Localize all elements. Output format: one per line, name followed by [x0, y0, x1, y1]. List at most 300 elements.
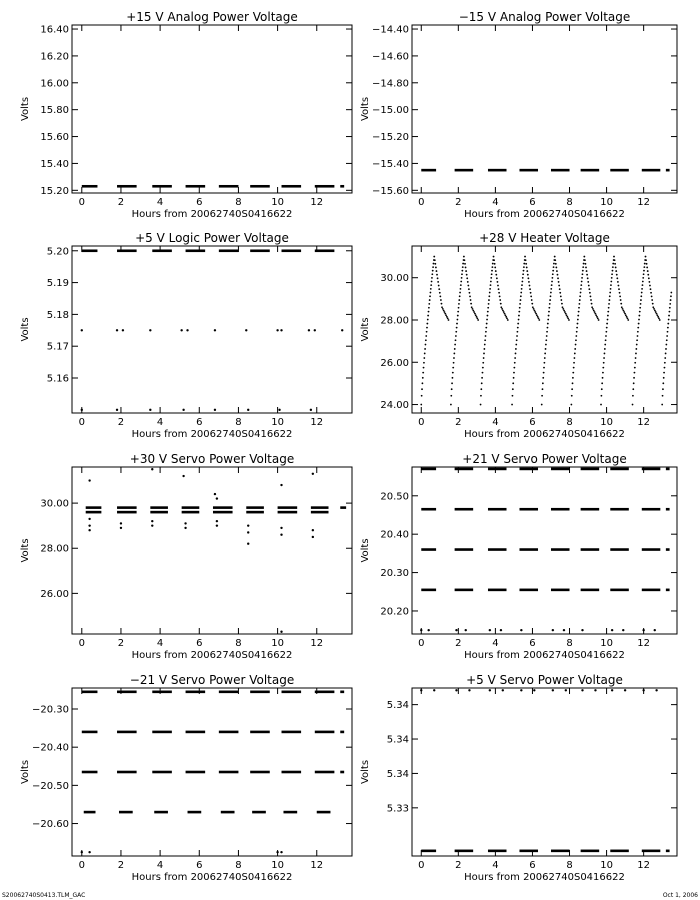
chart-7-data-run [219, 731, 239, 734]
chart-4-data-point [513, 377, 515, 379]
chart-4-data-point [583, 256, 585, 258]
chart-4-data-point [573, 367, 575, 369]
chart-7-data-run [186, 731, 206, 734]
chart-4-data-point [646, 263, 648, 265]
chart-5-data-point [312, 536, 314, 538]
chart-6-data-run [642, 468, 661, 471]
chart-3-data-point [116, 409, 118, 411]
chart-4-data-point [626, 316, 628, 318]
chart-4-data-point [474, 313, 476, 315]
chart-7-y-axis-label: Volts [20, 759, 31, 785]
chart-4-data-point [530, 296, 532, 298]
chart-1-data-run [152, 185, 172, 188]
chart-4-data-point [652, 303, 654, 305]
chart-2-y-tick-label: −15.40 [371, 158, 409, 170]
chart-4-data-point [641, 288, 643, 290]
chart-4-y-tick-label: 26.00 [380, 357, 409, 369]
chart-8-x-tick-label: 8 [566, 860, 573, 871]
chart-4-data-point [605, 335, 607, 337]
chart-4-data-point [448, 319, 450, 321]
chart-4-data-point [627, 319, 629, 321]
chart-4-data-point [583, 263, 585, 265]
chart-3-data-point [245, 329, 247, 331]
chart-4-data-point [456, 327, 458, 329]
chart-8-title: +5 V Servo Power Voltage [466, 673, 623, 687]
chart-7-y-tick-label: −20.50 [31, 780, 69, 792]
chart-4-data-point [601, 382, 603, 384]
chart-4-data-point [462, 263, 464, 265]
chart-4-data-point [452, 377, 454, 379]
chart-1-x-tick-label: 8 [235, 197, 242, 208]
chart-1-data-run [186, 185, 206, 188]
chart-4-data-point [645, 256, 647, 258]
chart-4-data-point [521, 281, 523, 283]
chart-8-data-run [581, 850, 600, 853]
chart-4-data-point [428, 303, 430, 305]
chart-4-data-point [650, 292, 652, 294]
chart-4-data-point [450, 395, 452, 397]
chart-6-data-run [666, 548, 670, 551]
chart-4-data-point [593, 310, 595, 312]
chart-4-data-point [476, 318, 478, 320]
chart-4-data-point [504, 313, 506, 315]
chart-4-data-point [666, 335, 668, 337]
chart-4-data-point [611, 277, 613, 279]
chart-4-data-point [441, 306, 443, 308]
chart-4-data-point [655, 311, 657, 313]
chart-4-data-point [442, 308, 444, 310]
chart-4-data-point [434, 263, 436, 265]
chart-3-x-tick-label: 8 [235, 417, 242, 428]
chart-4-data-point [608, 303, 610, 305]
chart-2-x-axis-label: Hours from 20062740S0416622 [464, 209, 625, 220]
chart-7-data-point [280, 851, 282, 853]
chart-4-data-point [487, 315, 489, 317]
chart-4-data-point [605, 331, 607, 333]
chart-4-data-point [667, 323, 669, 325]
chart-4-data-point [616, 274, 618, 276]
chart-4-data-point [563, 310, 565, 312]
chart-4-data-point [456, 323, 458, 325]
chart-6-data-point [622, 629, 624, 631]
chart-4-data-point [548, 315, 550, 317]
chart-8-data-point [502, 689, 504, 691]
chart-6-data-run [666, 468, 670, 471]
chart-4-data-point [632, 404, 634, 406]
chart-7-data-point [276, 851, 278, 853]
chart-3-x-tick-label: 10 [271, 417, 284, 428]
chart-7-data-run [282, 691, 302, 694]
chart-4-data-point [552, 277, 554, 279]
chart-4-data-point [499, 299, 501, 301]
chart-4-data-point [607, 311, 609, 313]
chart-4-data-point [487, 311, 489, 313]
chart-5-title: +30 V Servo Power Voltage [129, 452, 295, 466]
chart-4-data-point [578, 307, 580, 309]
chart-5-data-run [311, 511, 329, 514]
footer-filename: S20062740S0413.TLM_GAC [2, 892, 86, 899]
chart-4-data-point [445, 314, 447, 316]
chart-5-data-point [184, 527, 186, 529]
chart-4-data-point [551, 284, 553, 286]
chart-4-data-point [453, 353, 455, 355]
chart-6-x-tick-label: 8 [566, 638, 573, 649]
chart-4-data-point [574, 353, 576, 355]
chart-4-data-point [578, 303, 580, 305]
chart-panel-8 [360, 673, 677, 883]
chart-6-data-point [552, 629, 554, 631]
chart-4-data-point [594, 311, 596, 313]
chart-4-data-point [610, 288, 612, 290]
chart-6-data-run [666, 589, 670, 592]
chart-7-data-run [82, 691, 98, 694]
chart-8-data-run [666, 850, 670, 853]
chart-4-data-point [587, 277, 589, 279]
chart-4-data-point [638, 319, 640, 321]
chart-6-data-run [642, 548, 661, 551]
chart-1-x-tick-label: 2 [117, 197, 125, 208]
chart-1-x-tick-label: 12 [310, 197, 324, 208]
chart-4-data-point [497, 281, 499, 283]
chart-4-data-point [642, 284, 644, 286]
chart-3-x-axis-label: Hours from 20062740S0416622 [131, 429, 293, 440]
chart-4-data-point [516, 335, 518, 337]
chart-4-data-point [581, 281, 583, 283]
chart-4-data-point [639, 307, 641, 309]
chart-4-data-point [447, 318, 449, 320]
chart-7-data-run [117, 691, 137, 694]
chart-panel-3 [20, 231, 352, 440]
chart-4-data-point [421, 395, 423, 397]
chart-4-data-point [550, 295, 552, 297]
chart-5-data-run [246, 511, 264, 514]
chart-4-data-point [517, 327, 519, 329]
chart-7-data-run [188, 811, 202, 814]
chart-8-y-tick-label: 5.33 [386, 803, 409, 815]
chart-3-data-point [149, 409, 151, 411]
chart-4-data-point [635, 357, 637, 359]
chart-4-data-point [455, 339, 457, 341]
chart-4-data-point [476, 316, 478, 318]
chart-4-data-point [481, 377, 483, 379]
chart-5-y-tick-label: 30.00 [40, 498, 69, 510]
chart-4-data-point [561, 303, 563, 305]
chart-6-data-run [421, 468, 436, 471]
chart-4-data-point [529, 285, 531, 287]
chart-4-data-point [661, 404, 663, 406]
chart-5-y-axis-label: Volts [20, 538, 31, 563]
chart-5-x-tick-label: 4 [156, 638, 164, 649]
chart-4-data-point [422, 382, 424, 384]
chart-4-data-point [498, 292, 500, 294]
chart-4-data-point [541, 395, 543, 397]
chart-4-data-point [528, 281, 530, 283]
chart-4-data-point [503, 311, 505, 313]
chart-4-data-point [522, 277, 524, 279]
chart-4-data-point [603, 362, 605, 364]
chart-4-data-point [584, 259, 586, 261]
chart-4-data-point [438, 285, 440, 287]
chart-4-data-point [571, 395, 573, 397]
chart-4-data-point [576, 331, 578, 333]
chart-5-data-run [182, 506, 200, 509]
chart-6-data-run [488, 508, 507, 511]
chart-4-data-point [484, 339, 486, 341]
chart-4-data-point [455, 331, 457, 333]
chart-6-data-point [581, 629, 583, 631]
chart-4-data-point [608, 307, 610, 309]
chart-3-y-tick-label: 5.20 [46, 246, 69, 258]
chart-panel-1 [20, 10, 352, 220]
chart-6-data-run [421, 508, 436, 511]
chart-3-plot-frame [72, 246, 352, 413]
chart-4-data-point [436, 270, 438, 272]
chart-4-data-point [564, 311, 566, 313]
chart-7-title: −21 V Servo Power Voltage [129, 673, 295, 687]
chart-4-data-point [656, 313, 658, 315]
chart-4-data-point [658, 318, 660, 320]
chart-panel-7 [20, 673, 352, 883]
chart-4-data-point [554, 259, 556, 261]
chart-6-data-point [611, 629, 613, 631]
chart-4-data-point [662, 382, 664, 384]
chart-6-x-tick-label: 10 [600, 638, 613, 649]
chart-4-data-point [512, 382, 514, 384]
chart-3-data-point [186, 329, 188, 331]
chart-4-data-point [606, 327, 608, 329]
chart-1-data-run [340, 185, 344, 188]
chart-7-data-run [315, 771, 335, 774]
chart-7-data-run [219, 771, 239, 774]
chart-4-data-point [475, 314, 477, 316]
chart-1-x-axis-label: Hours from 20062740S0416622 [131, 209, 293, 220]
chart-8-data-run [519, 850, 538, 853]
chart-8-x-tick-label: 10 [600, 860, 613, 871]
chart-4-data-point [575, 339, 577, 341]
chart-4-data-point [482, 362, 484, 364]
chart-4-data-point [668, 315, 670, 317]
chart-4-data-point [590, 296, 592, 298]
chart-4-data-point [422, 377, 424, 379]
chart-4-data-point [477, 319, 479, 321]
chart-4-data-point [512, 395, 514, 397]
chart-4-data-point [576, 327, 578, 329]
chart-6-data-run [455, 589, 474, 592]
chart-5-x-tick-label: 8 [235, 638, 242, 649]
chart-1-x-tick-label: 6 [196, 197, 203, 208]
chart-4-data-point [642, 277, 644, 279]
chart-2-y-tick-label: −15.60 [371, 185, 409, 197]
chart-5-data-run [86, 506, 102, 509]
chart-4-data-point [575, 335, 577, 337]
chart-4-data-point [427, 319, 429, 321]
chart-4-y-axis-label: Volts [360, 317, 371, 342]
chart-2-x-tick-label: 2 [455, 197, 462, 208]
chart-4-data-point [436, 274, 438, 276]
chart-4-data-point [502, 310, 504, 312]
chart-5-data-run [150, 511, 168, 514]
chart-5-data-point [216, 497, 218, 499]
chart-4-data-point [603, 357, 605, 359]
chart-4-data-point [420, 404, 422, 406]
chart-4-data-point [581, 277, 583, 279]
chart-4-data-point [515, 344, 517, 346]
chart-4-data-point [591, 303, 593, 305]
chart-4-data-point [560, 296, 562, 298]
chart-4-data-point [545, 344, 547, 346]
chart-6-data-run [519, 468, 538, 471]
chart-3-y-tick-label: 5.18 [46, 309, 69, 321]
chart-4-data-point [493, 256, 495, 258]
chart-2-plot-frame [412, 25, 677, 193]
chart-4-data-point [663, 372, 665, 374]
chart-4-data-point [451, 388, 453, 390]
chart-4-data-point [627, 318, 629, 320]
chart-6-data-point [654, 629, 656, 631]
chart-4-data-point [469, 292, 471, 294]
chart-4-data-point [635, 353, 637, 355]
chart-8-data-point [520, 689, 522, 691]
chart-4-data-point [548, 311, 550, 313]
chart-4-data-point [546, 335, 548, 337]
chart-4-data-point [451, 382, 453, 384]
chart-4-data-point [452, 367, 454, 369]
chart-6-data-run [488, 468, 507, 471]
chart-4-data-point [602, 367, 604, 369]
chart-4-data-point [601, 388, 603, 390]
chart-4-x-tick-label: 0 [418, 417, 425, 428]
chart-7-data-run [340, 771, 344, 774]
chart-4-data-point [664, 357, 666, 359]
chart-4-data-point [526, 270, 528, 272]
chart-4-data-point [472, 308, 474, 310]
chart-4-data-point [559, 292, 561, 294]
chart-4-data-point [555, 267, 557, 269]
chart-4-data-point [439, 292, 441, 294]
chart-2-y-tick-label: −14.60 [371, 51, 409, 63]
chart-2-y-axis-label: Volts [360, 96, 371, 122]
chart-4-data-point [457, 315, 459, 317]
chart-6-data-run [551, 589, 570, 592]
chart-1-y-axis-label: Volts [20, 96, 31, 122]
chart-4-data-point [547, 323, 549, 325]
chart-4-data-point [667, 331, 669, 333]
chart-4-data-point [552, 270, 554, 272]
chart-1-x-tick-label: 10 [271, 197, 284, 208]
chart-4-data-point [636, 344, 638, 346]
chart-4-data-point [468, 288, 470, 290]
chart-4-data-point [633, 382, 635, 384]
chart-4-data-point [538, 319, 540, 321]
chart-5-data-point [88, 524, 90, 526]
chart-5-data-point [247, 543, 249, 545]
chart-4-data-point [453, 357, 455, 359]
chart-4-data-point [640, 295, 642, 297]
chart-4-data-point [519, 303, 521, 305]
chart-8-y-tick-label: 5.34 [386, 768, 409, 780]
chart-5-data-point [280, 484, 282, 486]
chart-3-data-run [315, 249, 335, 252]
chart-4-data-point [430, 288, 432, 290]
chart-6-data-run [610, 508, 629, 511]
chart-4-data-point [534, 310, 536, 312]
chart-7-y-tick-label: −20.40 [31, 742, 69, 754]
chart-6-x-tick-label: 6 [529, 638, 536, 649]
chart-4-data-point [480, 388, 482, 390]
chart-4-data-point [615, 270, 617, 272]
chart-4-data-point [562, 306, 564, 308]
chart-4-data-point [574, 348, 576, 350]
chart-4-data-point [525, 263, 527, 265]
chart-3-y-tick-label: 5.17 [46, 341, 69, 353]
chart-2-x-tick-label: 6 [529, 197, 536, 208]
chart-5-data-point [184, 522, 186, 524]
chart-4-data-point [577, 323, 579, 325]
chart-4-data-point [589, 292, 591, 294]
chart-4-data-point [433, 256, 435, 258]
chart-4-data-point [519, 307, 521, 309]
chart-4-data-point [654, 310, 656, 312]
chart-4-data-point [562, 308, 564, 310]
chart-3-data-point [214, 409, 216, 411]
chart-panel-2 [360, 10, 677, 220]
chart-6-data-run [519, 589, 538, 592]
chart-4-data-point [566, 316, 568, 318]
chart-3-data-run [219, 249, 239, 252]
chart-5-data-run [117, 506, 137, 509]
chart-7-data-run [250, 771, 270, 774]
chart-4-data-point [579, 299, 581, 301]
chart-4-data-point [641, 292, 643, 294]
chart-4-data-point [538, 318, 540, 320]
chart-2-y-tick-label: −14.80 [371, 78, 409, 90]
chart-4-data-point [444, 311, 446, 313]
chart-4-y-tick-label: 24.00 [380, 400, 409, 412]
chart-4-data-point [587, 281, 589, 283]
chart-8-data-point [581, 689, 583, 691]
chart-4-data-point [638, 323, 640, 325]
chart-4-data-point [545, 339, 547, 341]
chart-3-x-tick-label: 6 [196, 417, 203, 428]
chart-7-data-run [117, 731, 137, 734]
chart-4-data-point [461, 277, 463, 279]
chart-4-data-point [454, 348, 456, 350]
chart-4-data-point [423, 362, 425, 364]
chart-4-data-point [444, 313, 446, 315]
chart-8-data-point [552, 689, 554, 691]
chart-3-title: +5 V Logic Power Voltage [135, 231, 289, 245]
chart-4-data-point [656, 314, 658, 316]
chart-4-data-point [635, 348, 637, 350]
chart-7-data-run [117, 771, 137, 774]
chart-4-data-point [457, 319, 459, 321]
chart-3-data-run [186, 249, 206, 252]
chart-5-x-axis-label: Hours from 20062740S0416622 [131, 650, 293, 661]
chart-4-data-point [462, 266, 464, 268]
chart-4-data-point [427, 315, 429, 317]
chart-4-data-point [568, 319, 570, 321]
chart-4-data-point [665, 344, 667, 346]
chart-5-data-point [120, 522, 122, 524]
chart-4-data-point [431, 277, 433, 279]
chart-3-data-run [117, 249, 137, 252]
chart-4-data-point [669, 311, 671, 313]
chart-4-data-point [601, 395, 603, 397]
chart-4-data-point [520, 292, 522, 294]
chart-1-data-run [219, 185, 239, 188]
chart-8-data-run [488, 850, 507, 853]
chart-4-data-point [619, 296, 621, 298]
